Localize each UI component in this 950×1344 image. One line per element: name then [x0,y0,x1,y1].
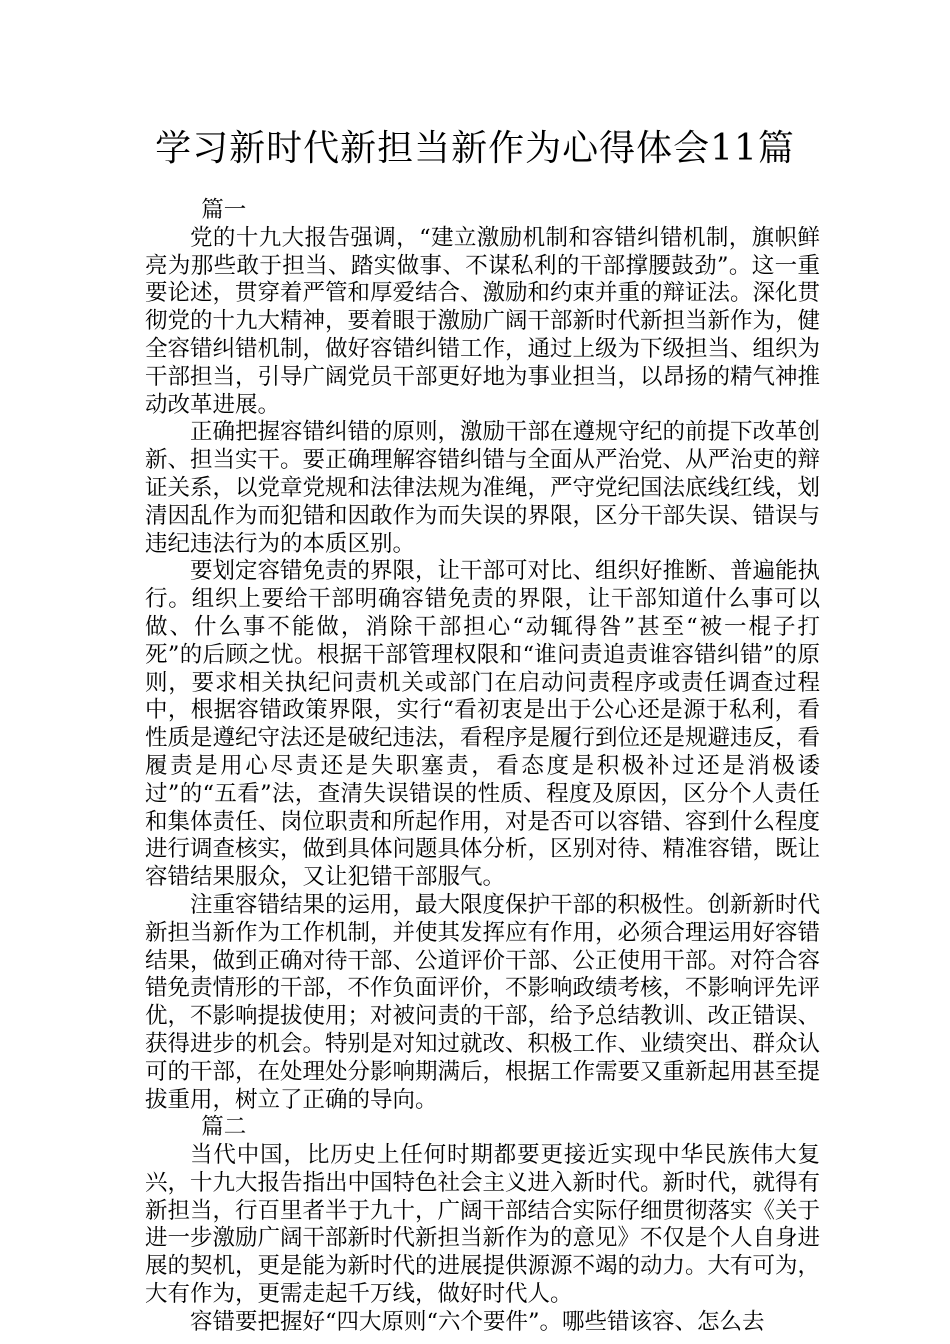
paragraph: 要划定容错免责的界限，让干部可对比、组织好推断、普遍能执行。组织上要给干部明确容错免责的界限，让干部知道什么事可以做、什么事不能做，消除干部担心“动辄得咎”甚至“被一棍子打死”的后顾之忧。根据干部管理权限和“谁问责追责谁容错纠错”的原则，要求相关执纪问责机关或部门在启动问责程序或责任调查过程中，根据容错政策界限，实行“看初衷是出于公心还是源于私利，看性质是遵纪守法还是破纪违法，看程序是履行到位还是规避违反，看履责是用心尽责还是失职塞责，看态度是积极补过还是消极诿过”的“五看”法，查清失误错误的性质、程度及原因，区分个人责任和集体责任、岗位职责和所起作用，对是否可以容错、容到什么程度进行调查核实，做到具体问题具体分析，区别对待、精准容错，既让容错结果服众，又让犯错干部服气。 [145,558,821,891]
paragraph: 当代中国，比历史上任何时期都要更接近实现中华民族伟大复兴，十九大报告指出中国特色社会主义进入新时代。新时代，就得有新担当，行百里者半于九十，广阔干部结合实际仔细贯彻落实《关于进一步激励广阔干部新时代新担当新作为的意见》不仅是个人自身进展的契机，更是能为新时代的进展提供源源不竭的动力。大有可为，大有作为，更需走起千万线，做好时代人。 [145,1142,821,1308]
document-body [145,197,820,1337]
section-label-1: 篇一 [201,197,247,223]
paragraph: 党的十九大报告强调，“建立激励机制和容错纠错机制，旗帜鲜亮为那些敢于担当、踏实做事、不谋私利的干部撑腰鼓劲”。这一重要论述，贯穿着严管和厚爱结合、激励和约束并重的辩证法。深化贯彻党的十九大精神，要着眼于激励广阔干部新时代新担当新作为，健全容错纠错机制，做好容错纠错工作，通过上级为下级担当、组织为干部担当，引导广阔党员干部更好地为事业担当，以昂扬的精气神推动改革进展。 [145,224,821,418]
document-title: 学习新时代新担当新作为心得体会11篇 [155,128,795,169]
paragraph: 注重容错结果的运用，最大限度保护干部的积极性。创新新时代新担当新作为工作机制，并使其发挥应有作用，必须合理运用好容错结果，做到正确对待干部、公道评价干部、公正使用干部。对符合容错免责情形的干部，不作负面评价，不影响政绩考核，不影响评先评优，不影响提拔使用；对被问责的干部，给予总结教训、改正错误、获得进步的机会。特别是对知过就改、积极工作、业绩突出、群众认可的干部，在处理处分影响期满后，根据工作需要又重新起用甚至提拔重用，树立了正确的导向。 [145,891,821,1113]
paragraph: 容错要把握好“四大原则“六个要件”。哪些错该容、怎么去 [190,1308,765,1335]
section-label-2: 篇二 [201,1114,247,1141]
paragraph: 正确把握容错纠错的原则，激励干部在遵规守纪的前提下改革创新、担当实干。要正确理解容错纠错与全面从严治党、从严治吏的辩证关系，以党章党规和法律法规为准绳，严守党纪国法底线红线，划清因乱作为而犯错和因敢作为而失误的界限，区分干部失误、错误与违纪违法行为的本质区别。 [145,419,821,557]
